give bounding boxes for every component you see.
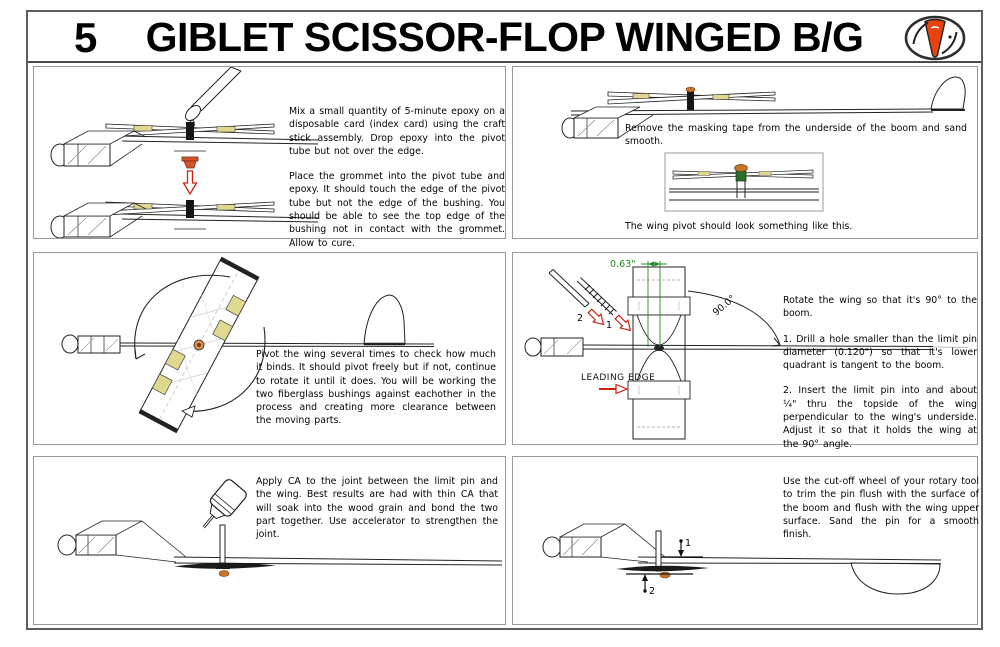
- boom-top-view: [62, 295, 434, 353]
- paragraph: Mix a small quantity of 5-minute epoxy on a disposable card (index card) using the craft stick assembly. Drop epoxy into the pivot tube but not over the edge.: [289, 106, 505, 157]
- limit-pin-tool: [549, 270, 589, 308]
- panel-step-4-drill-limit-pin: [512, 252, 978, 450]
- angle-label: 90.0°: [710, 293, 738, 319]
- grommet-icon: [660, 572, 670, 578]
- epoxy-applicator-icon: [183, 67, 241, 128]
- step-1-instructions: [289, 105, 505, 250]
- page-title: GIBLET SCISSOR-FLOP WINGED B/G: [145, 14, 864, 60]
- paragraph: Pivot the wing several times to check how much it binds. It should pivot freely but if not, continue to rotate it until it does. You will be working the two fiberglass bushings against eachother in the process and creating more clearance between the moving parts.: [256, 349, 496, 427]
- limit-pin: [656, 531, 661, 571]
- leading-edge-label: LEADING EDGE: [581, 373, 656, 383]
- angle-90-annotation: [688, 291, 780, 346]
- limit-pin: [220, 525, 225, 563]
- step-6-instructions: [783, 475, 979, 541]
- arrowhead-icon: [678, 550, 684, 557]
- paragraph: Apply CA to the joint between the limit pin and the wing. Best results are had with thin CA that will soak into the wood grain and bond the two part together. Use accelerator to strengthen the joint.: [256, 476, 498, 541]
- tail-fin: [931, 77, 965, 109]
- grommet-icon: [219, 571, 229, 577]
- paragraph: The wing pivot should look something like this.: [625, 221, 853, 232]
- step-5-instructions: [256, 475, 498, 541]
- pivot-point: [654, 345, 664, 351]
- down-arrow-icon: [184, 171, 197, 194]
- paragraph: Remove the masking tape from the underside of the boom and sand smooth.: [625, 123, 967, 148]
- cut-2-label: 2: [649, 586, 656, 597]
- tool-1-label: 1: [606, 320, 613, 331]
- page-number: 5: [74, 14, 98, 61]
- glider-side-view-lower: [51, 200, 318, 238]
- tail-fin: [851, 563, 940, 594]
- paragraph: 1. Drill a hole smaller than the limit pin diameter (0.120") so that it's lower quadrant is tangent to the boom.: [783, 333, 977, 372]
- wing-pivot-diagram: [513, 67, 977, 238]
- panel-step-1-epoxy-grommet: [33, 66, 506, 249]
- paragraph: Use the cut-off wheel of your rotary tool to trim the pin flush with the surface of the boom and flush with the wing upper surface. Sand the pin for a smooth finish.: [783, 476, 979, 541]
- leading-edge-arrow-icon: [599, 385, 627, 394]
- paragraph: Place the grommet into the pivot tube and epoxy. It should touch the edge of the pivot tube but not the edge of the bushing. You should be able to see the top edge of the bushing not in contact with the grommet. Allow to cure.: [289, 171, 505, 249]
- step-2-instructions-bottom: [625, 220, 967, 233]
- wing-edge-view: [616, 566, 709, 572]
- balsa-tab: [633, 94, 649, 99]
- paragraph: 2. Insert the limit pin into and about ¼" thru the topside of the wing perpendicular to the wing's underside. Adjust it so that it holds the wing at the 90° angle.: [783, 385, 977, 450]
- panel-step-2-remove-tape: [512, 66, 978, 239]
- drill-bit-tool: [577, 278, 617, 316]
- step-3-instructions: [256, 348, 496, 428]
- wing-vertical-top-view: [628, 267, 690, 439]
- rocket-company-logo-icon: [901, 13, 969, 67]
- tail-fin: [364, 295, 405, 344]
- wing-top-view-rotated: [139, 257, 259, 432]
- step-2-instructions-top: [625, 122, 967, 149]
- arrowhead-icon: [642, 574, 648, 581]
- panel-step-5-apply-ca: [33, 456, 506, 625]
- cut-mark-2: [626, 574, 693, 597]
- tool-2-label: 2: [577, 313, 584, 324]
- panel-step-3-pivot-wing: [33, 252, 506, 445]
- grommet-icon: [735, 165, 748, 172]
- red-arrow-2-icon: [586, 307, 607, 328]
- title-bar: [28, 12, 981, 63]
- step-4-instructions: [783, 294, 977, 451]
- balsa-tab: [134, 126, 152, 132]
- grommet-icon: [686, 87, 695, 92]
- balsa-tab: [713, 95, 729, 100]
- bushing-icon: [736, 171, 746, 181]
- dimension-label: 0.63": [610, 259, 636, 270]
- cut-1-label: 1: [685, 538, 692, 549]
- arrowhead-icon: [135, 349, 145, 359]
- balsa-tab: [217, 127, 235, 133]
- grommet-insert-arrow: [182, 157, 198, 194]
- cut-mark-1: [661, 538, 703, 557]
- panel-step-6-trim-pin: [512, 456, 978, 625]
- red-arrow-1-icon: [613, 313, 634, 334]
- balsa-tab: [217, 205, 235, 211]
- pivot-tube: [687, 91, 694, 110]
- paragraph: Rotate the wing so that it's 90° to the boom.: [783, 295, 977, 320]
- grommet-icon: [182, 157, 198, 161]
- pivot-closeup-inset: [665, 153, 823, 211]
